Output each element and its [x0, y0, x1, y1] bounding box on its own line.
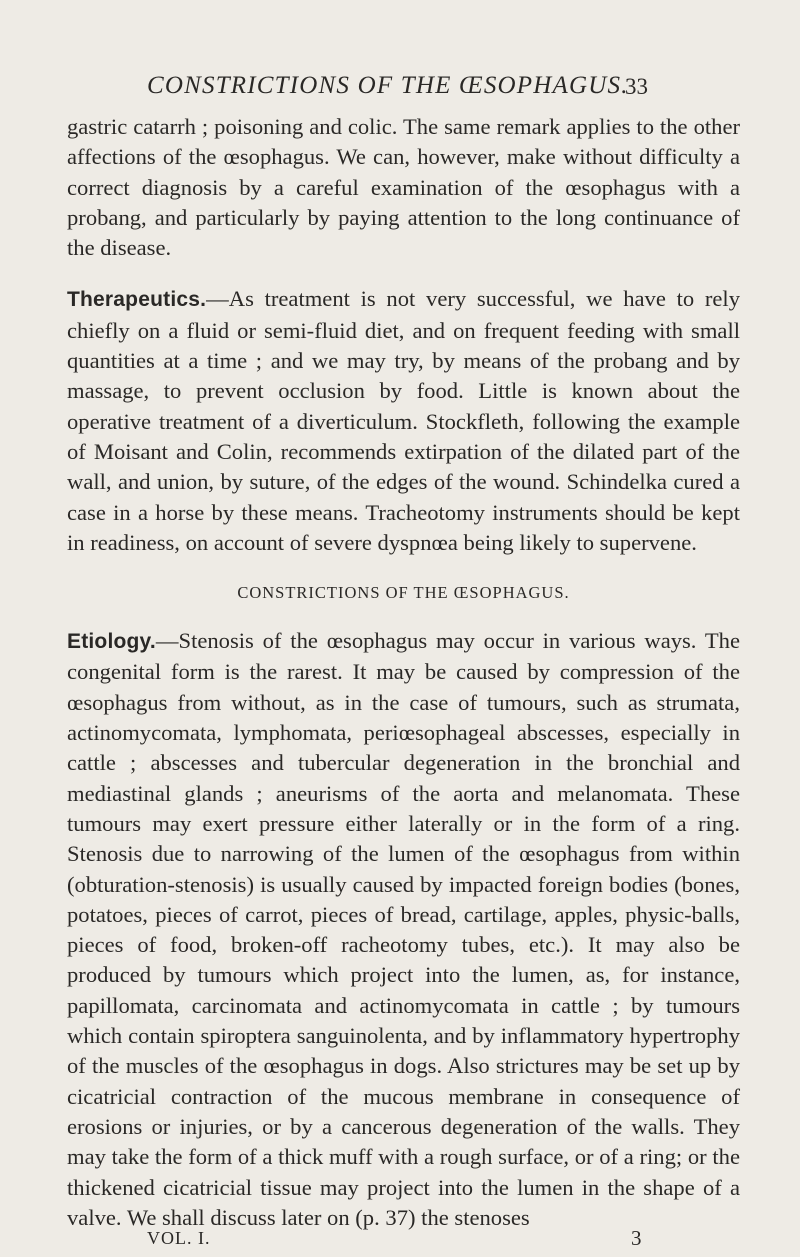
body-text — [67, 112, 740, 1233]
page-footer — [0, 1228, 800, 1256]
paragraph-etiology — [67, 626, 740, 1233]
etiology-text: —Stenosis of the œsophagus may occur in various ways. The congenital form is the rarest. It may be caused by compression of the œsophagus from without, as in the case of tumours, such as strumata, actinomycomata, lymphomata, periœsophageal abscesses, especially in cattle ; abscesses and tubercular degeneration in the bronchial and mediastinal glands ; aneurisms of the aorta and melanomata. These tumours may exert pressure either laterally or in the form of a ring. Stenosis due to narrowing of the lumen of the œsophagus from within (obturation-stenosis) is usually caused by impacted foreign bodies (bones, potatoes, pieces of carrot, pieces of bread, cartilage, apples, physic-balls, pieces of food, broken-off racheotomy tubes, etc.). It may also be produced by tumours which project into the lumen, as, for instance, papillomata, carcinomata and actinomycomata in cattle ; by tumours which contain spiroptera sanguinolenta, and by inflammatory hypertrophy of the muscles of the œsophagus in dogs. Also strictures may be set up by cicatricial contraction of the mucous membrane in consequence of erosions or injuries, or by a cancerous degeneration of the walls. They may take the form of a thick muff with a rough surface, or of a ring; or the thickened cicatricial tissue may project into the lumen in the shape of a valve. We shall discuss later on (p. 37) the stenoses — [67, 628, 740, 1230]
sheet-number: 3 — [631, 1226, 642, 1250]
etiology-heading: Etiology. — [67, 630, 156, 654]
therapeutics-text: —As treatment is not very successful, we have to rely chiefly on a fluid or semi-fluid diet, and on frequent feeding with small quantities at a time ; and we may try, by means of the probang and by massage, to prevent occlusion by food. Little is known about the operative treatment of a diverticulum. Stockfleth, following the example of Moisant and Colin, recommends extirpation of the dilated part of the wall, and union, by suture, of the edges of the wound. Schindelka cured a case in a horse by these means. Tracheotomy instruments should be kept in readiness, on account of severe dyspnœa being likely to supervene. — [67, 286, 740, 555]
therapeutics-heading: Therapeutics. — [67, 288, 207, 312]
paragraph-continuation: gastric catarrh ; poisoning and colic. The same remark applies to the other affections of the œsophagus. We can, however, make without difficulty a correct diagnosis by a careful examination of the œsophagus with a probang, and particularly by paying attention to the long continuance of the disease. — [67, 114, 740, 261]
page-number: 33 — [625, 74, 648, 99]
volume-signature: VOL. I. — [147, 1228, 211, 1248]
page-header — [0, 68, 800, 108]
section-heading: CONSTRICTIONS OF THE ŒSOPHAGUS. — [237, 583, 570, 603]
paragraph-therapeutics — [67, 284, 740, 558]
running-title: CONSTRICTIONS OF THE ŒSOPHAGUS. — [147, 72, 629, 99]
